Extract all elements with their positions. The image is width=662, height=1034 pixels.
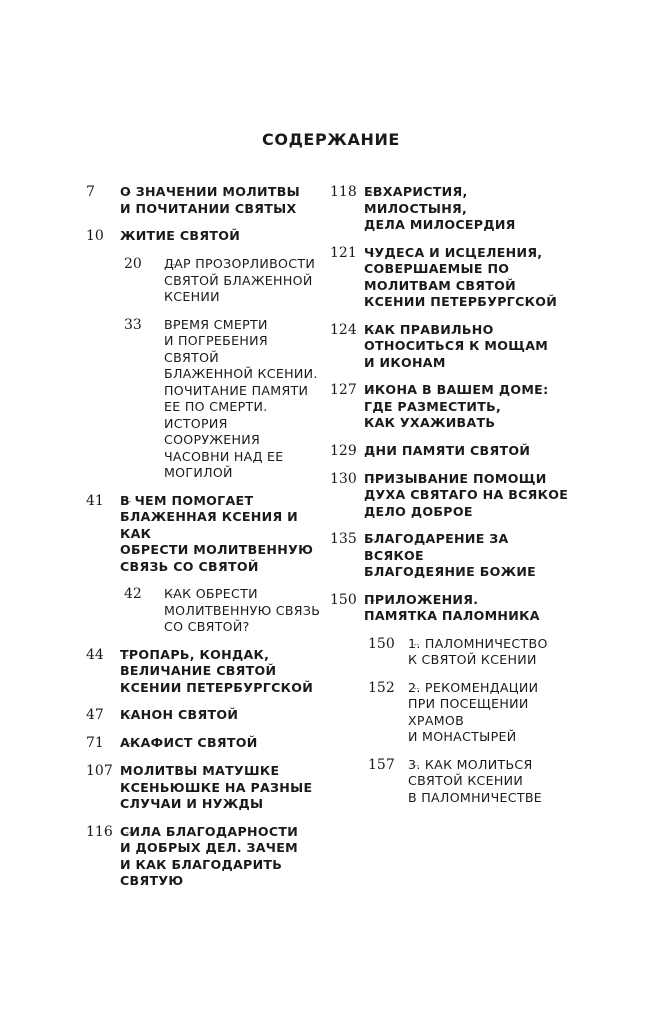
- toc-page-number: 150 - -: [368, 636, 408, 653]
- toc-entry-title: СИЛА БЛАГОДАРНОСТИ И ДОБРЫХ ДЕЛ. ЗАЧЕМ И КАК БЛАГОДАРИТЬ СВЯТУЮ: [120, 823, 299, 888]
- toc-entry-title: ВРЕМЯ СМЕРТИ И ПОГРЕБЕНИЯ СВЯТОЙ БЛАЖЕННОЙ КСЕНИИ. ПОЧИТАНИЕ ПАМЯТИ ЕЕ ПО СМЕРТИ. ИСТОРИЯ СООРУЖЕНИЯ ЧАСОВНИ НАД ЕЕ МОГИЛОЙ: [164, 316, 318, 480]
- toc-entry-title: 3. КАК МОЛИТЬСЯ СВЯТОЙ КСЕНИИ В ПАЛОМНИЧЕСТВЕ: [408, 756, 543, 805]
- toc-entry-title: ЧУДЕСА И ИСЦЕЛЕНИЯ, СОВЕРШАЕМЫЕ ПО МОЛИТВАМ СВЯТОЙ КСЕНИИ ПЕТЕРБУРГСКОЙ: [364, 244, 558, 309]
- toc-subentry: [368, 636, 570, 669]
- toc-page-number: 121 - -: [330, 245, 364, 262]
- toc-entry-title: ДАР ПРОЗОРЛИВОСТИ СВЯТОЙ БЛАЖЕННОЙ КСЕНИИ: [164, 256, 316, 304]
- toc-entry: [330, 184, 570, 234]
- toc-page-number: 157 - -: [368, 757, 408, 774]
- toc-page-number: 42 - -: [124, 586, 164, 603]
- toc-entry: [86, 647, 322, 697]
- toc-subentry: [124, 256, 322, 306]
- toc-entry: [86, 824, 322, 890]
- toc-entry: [86, 184, 322, 217]
- toc-page-number: 135 - -: [330, 531, 364, 548]
- toc-entry: [86, 763, 322, 813]
- toc-page-number: 7 - -: [86, 184, 120, 201]
- toc-left-column: [86, 184, 322, 901]
- toc-page-number: 107 - -: [86, 763, 120, 780]
- toc-entry-title: ТРОПАРЬ, КОНДАК, ВЕЛИЧАНИЕ СВЯТОЙ КСЕНИИ ПЕТЕРБУРГСКОЙ: [120, 646, 314, 695]
- toc-entry: [330, 531, 570, 581]
- toc-page-number: 152 - -: [368, 680, 408, 697]
- toc-subentry: [124, 586, 322, 636]
- toc-entry-title: БЛАГОДАРЕНИЕ ЗА ВСЯКОЕ БЛАГОДЕЯНИЕ БОЖИЕ: [364, 531, 537, 579]
- toc-right-column: [330, 184, 570, 817]
- toc-entry-title: МОЛИТВЫ МАТУШКЕ КСЕНЬЮШКЕ НА РАЗНЫЕ СЛУЧАИ И НУЖДЫ: [120, 763, 313, 811]
- toc-page-number: 127 - -: [330, 382, 364, 399]
- toc-entry-title: ИКОНА В ВАШЕМ ДОМЕ: ГДЕ РАЗМЕСТИТЬ, КАК УХАЖИВАТЬ: [364, 382, 549, 430]
- toc-entry: [330, 245, 570, 311]
- toc-subentry: [368, 757, 570, 807]
- toc-entry: [330, 592, 570, 625]
- toc-page-number: 150 - -: [330, 592, 364, 609]
- toc-page-number: 118 - -: [330, 184, 364, 201]
- toc-page-number: 33 - -: [124, 317, 164, 334]
- toc-entry: [86, 735, 322, 752]
- toc-entry: [86, 493, 322, 576]
- toc-entry-title: КАК ПРАВИЛЬНО ОТНОСИТЬСЯ К МОЩАМ И ИКОНАМ: [364, 321, 549, 370]
- toc-entry-title: 1. ПАЛОМНИЧЕСТВО К СВЯТОЙ КСЕНИИ: [408, 635, 548, 667]
- toc-entry-title: ДНИ ПАМЯТИ СВЯТОЙ: [364, 442, 531, 458]
- toc-subentry: [368, 680, 570, 746]
- toc-page-number: 116 - -: [86, 824, 120, 841]
- toc-entry-title: КАК ОБРЕСТИ МОЛИТВЕННУЮ СВЯЗЬ СО СВЯТОЙ?: [164, 586, 321, 634]
- toc-page-number: 10 - -: [86, 228, 120, 245]
- toc-page-number: 124 - -: [330, 322, 364, 339]
- toc-entry: [330, 471, 570, 521]
- toc-page-number: 129 - -: [330, 443, 364, 460]
- toc-entry-title: ЖИТИЕ СВЯТОЙ: [120, 228, 241, 243]
- toc-entry-title: В ЧЕМ ПОМОГАЕТ БЛАЖЕННАЯ КСЕНИЯ И КАК ОБРЕСТИ МОЛИТВЕННУЮ СВЯЗЬ СО СВЯТОЙ: [120, 492, 314, 574]
- toc-entry: [330, 443, 570, 460]
- toc-entry: [330, 322, 570, 372]
- toc-page-number: 130 - -: [330, 471, 364, 488]
- toc-entry-title: 2. РЕКОМЕНДАЦИИ ПРИ ПОСЕЩЕНИИ ХРАМОВ И МОНАСТЫРЕЙ: [408, 679, 539, 744]
- toc-entry-title: ПРИЗЫВАНИЕ ПОМОЩИ ДУХА СВЯТАГО НА ВСЯКОЕ ДЕЛО ДОБРОЕ: [364, 470, 569, 519]
- page-title: СОДЕРЖАНИЕ: [262, 130, 400, 149]
- toc-entry: [330, 382, 570, 432]
- toc-entry-title: ЕВХАРИСТИЯ, МИЛОСТЫНЯ, ДЕЛА МИЛОСЕРДИЯ: [364, 184, 516, 232]
- toc-page-number: 71 - -: [86, 735, 120, 752]
- toc-page-number: 44 - -: [86, 647, 120, 664]
- toc-page-number: 20 - -: [124, 256, 164, 273]
- toc-entry-title: О ЗНАЧЕНИИ МОЛИТВЫ И ПОЧИТАНИИ СВЯТЫХ: [120, 184, 300, 216]
- toc-page-number: 47 - -: [86, 707, 120, 724]
- toc-entry-title: КАНОН СВЯТОЙ: [120, 707, 239, 722]
- toc-subentry: [124, 317, 322, 482]
- toc-page-number: 41 - -: [86, 493, 120, 510]
- toc-entry-title: АКАФИСТ СВЯТОЙ: [120, 735, 258, 750]
- toc-entry: [86, 228, 322, 245]
- toc-entry: [86, 707, 322, 724]
- toc-entry-title: ПРИЛОЖЕНИЯ. ПАМЯТКА ПАЛОМНИКА: [364, 591, 540, 623]
